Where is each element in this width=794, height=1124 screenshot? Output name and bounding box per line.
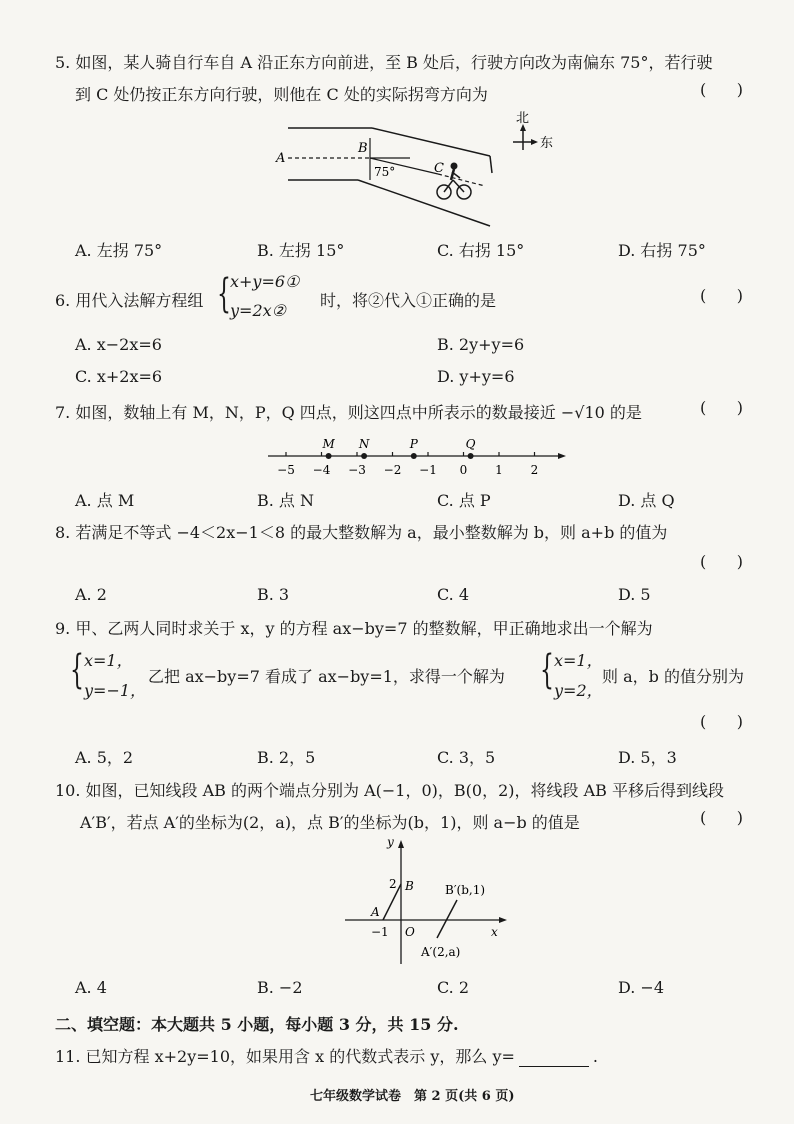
q10-option-d[interactable]: D. −4 bbox=[618, 978, 665, 997]
q10-option-c[interactable]: C. 2 bbox=[437, 978, 470, 997]
q9-sol2-y: y=2， bbox=[554, 681, 603, 700]
q9-end: 则 a，b 的值分别为 bbox=[602, 667, 744, 686]
q6-option-c[interactable]: C. x+2x=6 bbox=[75, 367, 163, 386]
q9-brace-2: { bbox=[540, 647, 554, 693]
q5-east-label: 东 bbox=[540, 136, 554, 151]
compass-icon bbox=[513, 124, 538, 150]
segment-apbp bbox=[437, 900, 457, 938]
q10-answer-paren[interactable]: ( ) bbox=[700, 808, 743, 827]
q7-tick-label: −4 bbox=[312, 463, 331, 477]
q7-option-d[interactable]: D. 点 Q bbox=[618, 491, 675, 510]
q5-line1: 5. 如图，某人骑自行车自 A 沿正东方向前进，至 B 处后，行驶方向改为南偏东 75°，若行驶 bbox=[55, 53, 713, 72]
q8-option-b[interactable]: B. 3 bbox=[257, 585, 290, 604]
q10-label-a: A bbox=[371, 905, 380, 919]
q7-point-label-p: P bbox=[409, 437, 418, 451]
q5-option-a[interactable]: A. 左拐 75° bbox=[75, 241, 163, 260]
q7-point-n bbox=[361, 453, 367, 459]
q7-option-c[interactable]: C. 点 P bbox=[437, 491, 491, 510]
q10-tick-neg1: −1 bbox=[371, 925, 389, 939]
q8-answer-paren[interactable]: ( ) bbox=[700, 552, 743, 571]
q7-tick-label: −2 bbox=[383, 463, 402, 477]
q6-prefix: 6. 用代入法解方程组 bbox=[55, 291, 204, 310]
q6-option-d[interactable]: D. y+y=6 bbox=[437, 367, 515, 386]
q7-tick-label: −1 bbox=[419, 463, 437, 477]
q7-tick-label: 2 bbox=[530, 463, 539, 477]
q6-option-b[interactable]: B. 2y+y=6 bbox=[437, 335, 525, 354]
q10-tick-2: 2 bbox=[389, 877, 397, 891]
q10-label-bprime: B′(b,1) bbox=[445, 883, 486, 897]
q5-option-d[interactable]: D. 右拐 75° bbox=[618, 241, 706, 260]
q7-option-a[interactable]: A. 点 M bbox=[75, 491, 135, 510]
q10-origin-label: O bbox=[405, 925, 415, 939]
q7-tick-label: 1 bbox=[495, 463, 503, 477]
q6-answer-paren[interactable]: ( ) bbox=[700, 286, 743, 305]
q10-option-b[interactable]: B. −2 bbox=[257, 978, 303, 997]
q10-label-b: B bbox=[405, 879, 414, 893]
q7-point-q bbox=[468, 453, 474, 459]
q9-answer-paren[interactable]: ( ) bbox=[700, 712, 743, 731]
q7-tick-label: −3 bbox=[348, 463, 366, 477]
q7-point-p bbox=[411, 453, 417, 459]
q11-end: . bbox=[592, 1047, 598, 1066]
q10-coordinate-figure bbox=[335, 832, 515, 967]
q8-line1: 8. 若满足不等式 −4＜2x−1＜8 的最大整数解为 a，最小整数解为 b，则 a+b 的值为 bbox=[55, 523, 668, 542]
q10-y-label: y bbox=[387, 835, 394, 849]
q10-line1: 10. 如图，已知线段 AB 的两个端点分别为 A(−1，0)，B(0，2)，将线段 AB 平移后得到线段 bbox=[55, 781, 724, 800]
q10-line2: A′B′，若点 A′的坐标为(2，a)，点 B′的坐标为(b，1)，则 a−b 的值是 bbox=[80, 813, 580, 832]
q9-option-a[interactable]: A. 5，2 bbox=[75, 748, 134, 767]
page-footer: 七年级数学试卷 第 2 页(共 6 页) bbox=[310, 1089, 515, 1104]
q5-label-b: B bbox=[358, 141, 368, 156]
q5-north-label: 北 bbox=[516, 111, 530, 126]
q10-option-a[interactable]: A. 4 bbox=[75, 978, 107, 997]
q7-point-m bbox=[326, 453, 332, 459]
q8-option-d[interactable]: D. 5 bbox=[618, 585, 651, 604]
q5-option-c[interactable]: C. 右拐 15° bbox=[437, 241, 525, 260]
q6-eq2: y=2x② bbox=[230, 301, 286, 320]
q7-number-line bbox=[262, 428, 572, 480]
q9-option-b[interactable]: B. 2，5 bbox=[257, 748, 316, 767]
q6-suffix: 时，将②代入①正确的是 bbox=[320, 291, 497, 310]
q7-point-label-q: Q bbox=[465, 437, 476, 451]
q5-answer-paren[interactable]: ( ) bbox=[700, 80, 743, 99]
q9-sol2-x: x=1， bbox=[554, 651, 603, 670]
q9-sol1-x: x=1， bbox=[84, 651, 133, 670]
q5-line2: 到 C 处仍按正东方向行驶，则他在 C 处的实际拐弯方向为 bbox=[75, 85, 488, 104]
q7-option-b[interactable]: B. 点 N bbox=[257, 491, 315, 510]
q9-option-d[interactable]: D. 5，3 bbox=[618, 748, 677, 767]
q9-option-c[interactable]: C. 3，5 bbox=[437, 748, 496, 767]
q11-answer-blank[interactable] bbox=[519, 1052, 589, 1067]
q11-text: 11. 已知方程 x+2y=10，如果用含 x 的代数式表示 y，那么 y= bbox=[55, 1047, 515, 1066]
q10-label-aprime: A′(2,a) bbox=[421, 945, 461, 959]
q9-brace-1: { bbox=[70, 647, 84, 693]
q5-option-b[interactable]: B. 左拐 15° bbox=[257, 241, 345, 260]
q7-point-label-n: N bbox=[358, 437, 370, 451]
q9-sol1-y: y=−1， bbox=[84, 681, 147, 700]
q8-option-a[interactable]: A. 2 bbox=[75, 585, 107, 604]
q7-line1: 7. 如图，数轴上有 M，N，P，Q 四点，则这四点中所表示的数最接近 −√10 的是 bbox=[55, 403, 642, 422]
q10-x-label: x bbox=[491, 925, 498, 939]
q6-brace: { bbox=[217, 271, 231, 317]
q6-option-a[interactable]: A. x−2x=6 bbox=[75, 335, 162, 354]
q11-line bbox=[55, 1044, 598, 1067]
section-2-heading: 二、填空题：本大题共 5 小题，每小题 3 分，共 15 分. bbox=[55, 1015, 459, 1034]
q5-angle-label: 75° bbox=[374, 165, 396, 179]
q7-tick-label: −5 bbox=[277, 463, 295, 477]
q5-label-a: A bbox=[276, 151, 286, 166]
q5-label-c: C bbox=[434, 161, 444, 176]
q8-option-c[interactable]: C. 4 bbox=[437, 585, 470, 604]
q7-point-label-m: M bbox=[322, 437, 335, 451]
q9-mid: 乙把 ax−by=7 看成了 ax−by=1，求得一个解为 bbox=[148, 667, 505, 686]
q7-tick-label: 0 bbox=[459, 463, 468, 477]
q9-line1: 9. 甲、乙两人同时求关于 x，y 的方程 ax−by=7 的整数解，甲正确地求出一个解为 bbox=[55, 619, 653, 638]
q5-figure bbox=[270, 108, 570, 233]
q6-eq1: x+y=6① bbox=[230, 272, 300, 291]
q7-answer-paren[interactable]: ( ) bbox=[700, 398, 743, 417]
